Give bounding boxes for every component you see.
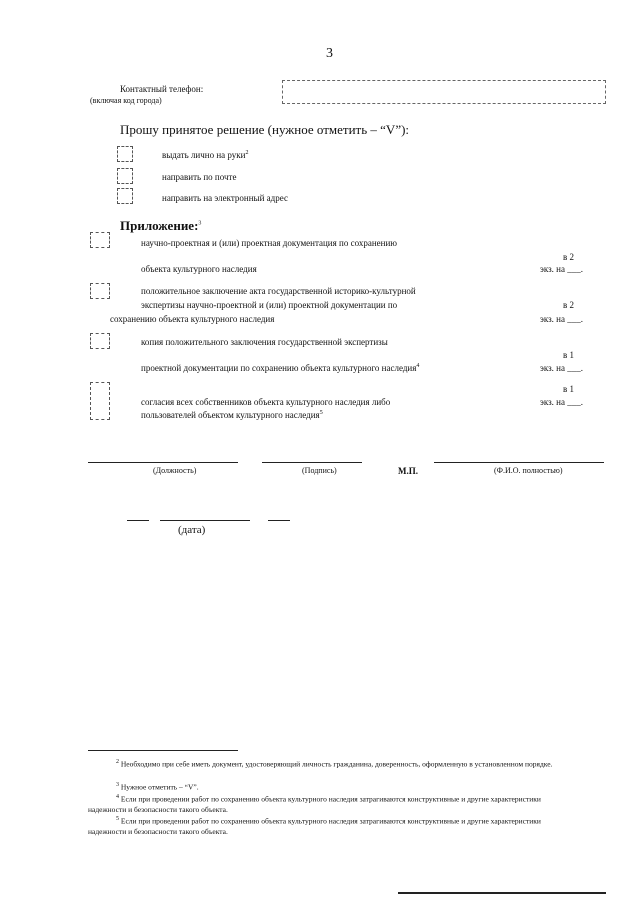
contact-phone-field[interactable]: [282, 80, 606, 104]
date-year-line[interactable]: [268, 520, 290, 521]
attachment-2-line3: сохранению объекта культурного наследия: [110, 314, 275, 324]
attachment-title: Приложение:$^3$: [120, 218, 202, 233]
date-day-line[interactable]: [127, 520, 149, 521]
attachment-1-line2: объекта культурного наследия: [141, 264, 257, 274]
attachment-4-copies-top: в 1: [563, 384, 574, 394]
option-in-person-label: выдать лично на руки$^2$: [162, 150, 249, 160]
footnote-3: $^3$ Нужное отметить – “V”.: [116, 782, 199, 792]
attachment-4-line1: согласия всех собственников объекта культурного наследия либо: [141, 397, 391, 407]
contact-phone-label: Контактный телефон:: [120, 84, 204, 94]
attachment-4-line2: пользователей объектом культурного наследия$^5$: [141, 410, 323, 420]
attachment-2-line2: экспертизы научно-проектной и (или) проектной документации по: [141, 300, 398, 310]
bottom-rule: [398, 892, 606, 894]
position-label: (Должность): [153, 466, 197, 475]
attachment-3-copies-bottom: экз. на ___.: [540, 363, 583, 373]
contact-phone-sublabel: (включая код города): [90, 96, 162, 105]
attachment-1-copies-top: в 2: [563, 252, 574, 262]
full-name-label: (Ф.И.О. полностью): [494, 466, 563, 475]
footnote-5: $^5$ Если при проведении работ по сохранению объекта культурного наследия затрагиваются конструктивные и другие характеристики надежности и безопасности такого объекта.: [88, 816, 541, 836]
attachment-3-copies-top: в 1: [563, 350, 574, 360]
attachment-1-copies-bottom: экз. на ___.: [540, 264, 583, 274]
attachment-4-copies-bottom: экз. на ___.: [540, 397, 583, 407]
footnote-2: $^2$ Необходимо при себе иметь документ, удостоверяющий личность гражданина, доверенность, оформленную в установленном порядке.: [116, 759, 553, 769]
attachment-2-line1: положительное заключение акта государственной историко-культурной: [141, 286, 416, 296]
attachment-1-line1: научно-проектная и (или) проектная документация по сохранению: [141, 238, 398, 248]
option-by-email-checkbox[interactable]: [117, 188, 133, 204]
position-line[interactable]: [88, 462, 238, 463]
name-line[interactable]: [434, 462, 604, 463]
attachment-1-checkbox[interactable]: [90, 232, 110, 248]
attachment-3-line2: проектной документации по сохранению объекта культурного наследия$^4$: [141, 363, 420, 373]
option-by-mail-label: направить по почте: [162, 172, 237, 182]
request-title: Прошу принятое решение (нужное отметить – “V”):: [120, 122, 410, 137]
attachment-2-copies-top: в 2: [563, 300, 574, 310]
attachment-2-copies-bottom: экз. на ___.: [540, 314, 583, 324]
page-number: 3: [326, 46, 333, 61]
option-by-mail-checkbox[interactable]: [117, 168, 133, 184]
attachment-4-checkbox[interactable]: [90, 382, 110, 420]
signature-line[interactable]: [262, 462, 362, 463]
stamp-label: М.П.: [398, 466, 418, 476]
signature-label: (Подпись): [302, 466, 337, 475]
date-month-line[interactable]: [160, 520, 250, 521]
attachment-3-blank[interactable]: ___.: [567, 363, 583, 373]
footnote-4: $^4$ Если при проведении работ по сохранению объекта культурного наследия затрагиваются конструктивные и другие характеристики надежности и безопасности такого объекта.: [88, 794, 541, 814]
attachment-4-blank[interactable]: ___.: [567, 397, 583, 407]
attachment-3-checkbox[interactable]: [90, 333, 110, 349]
attachment-2-blank[interactable]: ___.: [567, 314, 583, 324]
attachment-2-checkbox[interactable]: [90, 283, 110, 299]
option-by-email-label: направить на электронный адрес: [162, 193, 288, 203]
footnote-separator: [88, 750, 238, 751]
date-label: (дата): [178, 524, 206, 536]
option-in-person-checkbox[interactable]: [117, 146, 133, 162]
attachment-1-blank[interactable]: ___.: [567, 264, 583, 274]
attachment-3-line1: копия положительного заключения государственной экспертизы: [141, 337, 388, 347]
